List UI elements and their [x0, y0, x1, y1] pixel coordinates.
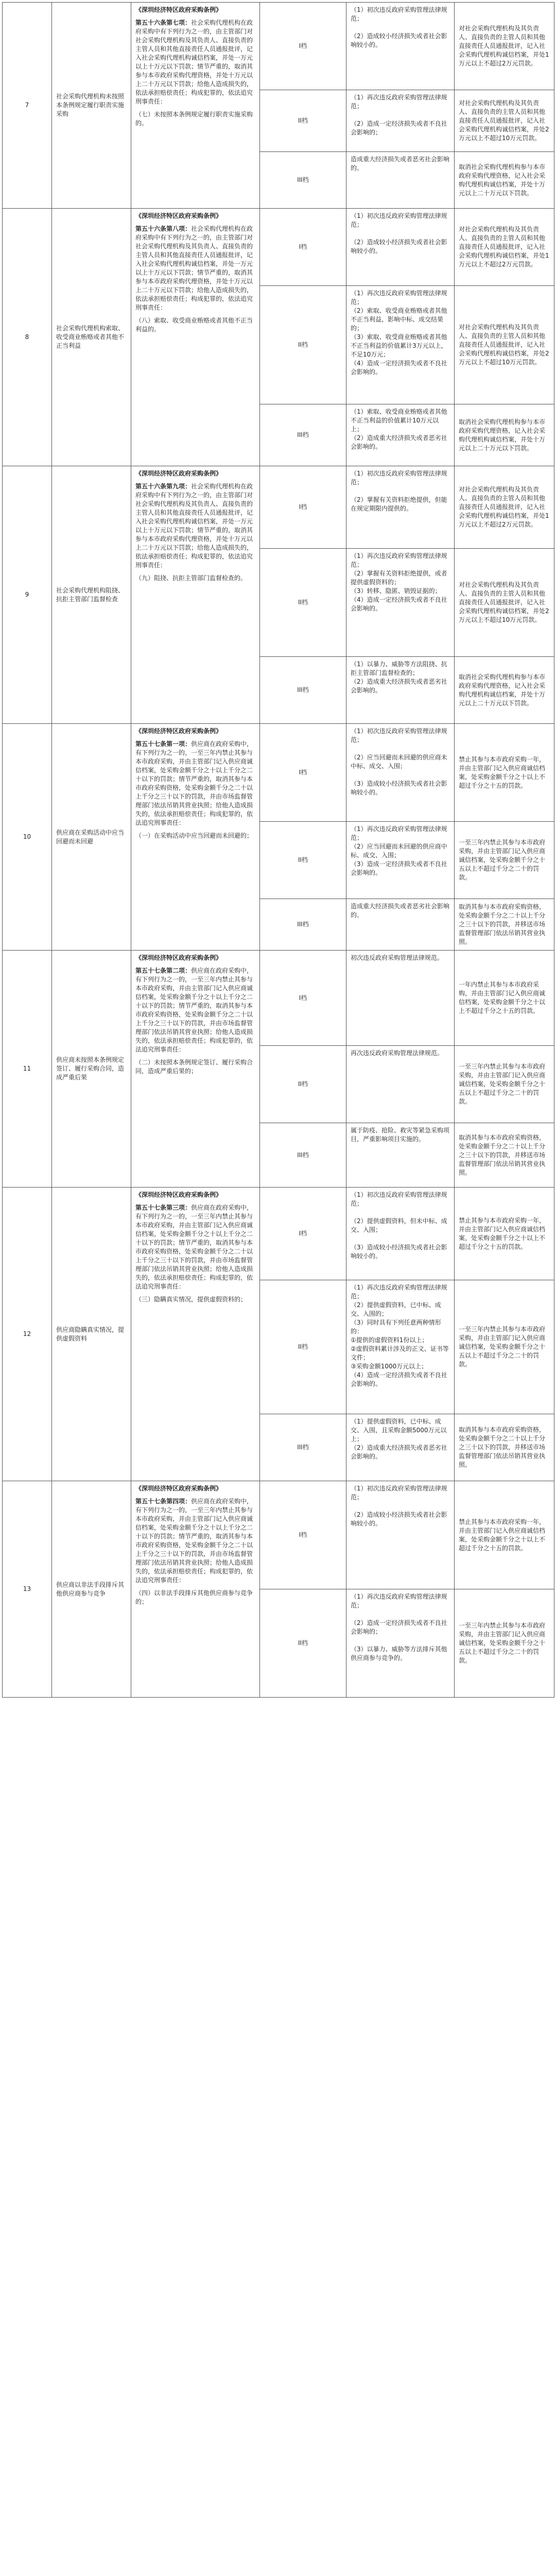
basis-title: 《深圳经济特区政府采购条例》	[135, 1485, 222, 1492]
penalty-level: III档	[260, 152, 346, 209]
basis-body: 供应商在政府采购中，有下列行为之一的，一至三年内禁止其参与本市政府采购，并由主管部门记入供应商诚信档案，处采购金额千分之十以上千分之二十以下的罚款；情节严重的，取消其参与本市政府采购资格，处采购金额千分之二十以上千分之三十以下的罚款，并由市场监督管理部门依法吊销其营业执照；给他人造成损失的，依法承担赔偿责任；构成犯罪的，依法追究刑事责任：	[135, 740, 253, 826]
basis-body: 社会采购代理机构在政府采购中有下列行为之一的，由主管部门对社会采购代理机构及其负责人、直接负责的主管人员和其他直接责任人员通报批评，记入社会采购代理机构诚信档案，并处一万元以上十万元以下罚款；情节严重的，取消其参与本市政府采购代理资格，并处十万元以上二十万元以下罚款；给他人造成损失的，依法承担赔偿责任；构成犯罪的，依法追究刑事责任：	[135, 483, 253, 569]
legal-basis	[131, 724, 260, 951]
violation-behavior: 社会采购代理机构阻挠、抗拒主管部门监督检查	[52, 466, 131, 724]
violation-circumstances	[346, 951, 455, 1046]
penalty-level: III档	[260, 657, 346, 724]
circumstances-text: （1）再次违反政府采购管理法律规范； （2）掌握有关资料拒绝提供，或者提供虚假资料的； （3）转移、隐匿、销毁证据的； （4）造成一定经济损失或者不良社会影响的。	[351, 552, 447, 612]
penalty-level: II档	[260, 822, 346, 899]
violation-behavior: 社会采购代理机构索取、收受商业贿赂或者其他不正当利益	[52, 209, 131, 466]
circumstances-text: （1）再次违反政府采购管理法律规范； （2）应当回避而未回避的供应商中标、成交、入围； （3）造成一定经济损失或者不良社会影响的。	[351, 825, 447, 876]
penalty-level: II档	[260, 1280, 346, 1414]
circumstances-text: （1）初次违反政府采购管理法律规范； （2）造成较小经济损失或者社会影响较小的。	[351, 6, 447, 48]
row-number: 7	[3, 3, 52, 209]
basis-body: 社会采购代理机构在政府采购中有下列行为之一的，由主管部门对社会采购代理机构及其负责人、直接负责的主管人员和其他直接责任人员通报批评，记入社会采购代理机构诚信档案，并处一万元以上十万元以下罚款；情节严重的，取消其参与本市政府采购代理资格，并处十万元以上二十万元以下罚款；给他人造成损失的，依法承担赔偿责任；构成犯罪的，依法追究刑事责任：	[135, 225, 253, 311]
basis-paragraph	[135, 740, 255, 827]
basis-title: 《深圳经济特区政府采购条例》	[135, 727, 222, 735]
violation-circumstances	[346, 1481, 455, 1589]
circumstances-text: （1）初次违反政府采购管理法律规范； （2）造成较小经济损失或者社会影响较小的。	[351, 1485, 447, 1527]
table-row	[3, 951, 554, 1046]
basis-item: （一）在采购活动中应当回避而未回避的；	[135, 832, 253, 839]
violation-circumstances	[346, 1589, 455, 1698]
circumstances-text: 属于防疫、抢险、救灾等紧急采购项目，严重影响项目实施的。	[351, 1127, 450, 1143]
circumstances-text: 造成重大经济损失或者恶劣社会影响的。	[351, 156, 450, 172]
basis-body: 供应商在政府采购中，有下列行为之一的，一至三年内禁止其参与本市政府采购，并由主管部门记入供应商诚信档案，处采购金额千分之十以上千分之二十以下的罚款；情节严重的，取消其参与本市政府采购资格，处采购金额千分之二十以上千分之三十以下的罚款，并由市场监督管理部门依法吊销其营业执照；给他人造成损失的，依法承担赔偿责任；构成犯罪的，依法追究刑事责任：	[135, 1204, 253, 1290]
basis-article: 第五十六条第九项：	[135, 483, 192, 490]
violation-circumstances	[346, 1414, 455, 1481]
penalty-standard: 禁止其参与本市政府采购一年，并由主管部门记入供应商诚信档案，处采购金额千分之十以上不超过千分之十五的罚款。	[455, 1188, 554, 1280]
violation-behavior: 供应商在采购活动中应当回避而未回避	[52, 724, 131, 951]
penalty-level: III档	[260, 404, 346, 466]
penalty-standard: 对社会采购代理机构及其负责人、直接负责的主管人员和其他直接责任人员通报批评，记入社会采购代理机构诚信档案，并处2万元以上不超过10万元罚款。	[455, 549, 554, 657]
penalty-standard: 一至三年内禁止其参与本市政府采购，并由主管部门记入供应商诚信档案，处采购金额千分之十五以上不超过千分之二十的罚款。	[455, 1589, 554, 1698]
violation-behavior: 社会采购代理机构未按照本条例规定履行职责实施采购	[52, 3, 131, 209]
circumstances-text: （1）初次违反政府采购管理法律规范； （2）造成较小经济损失或者社会影响较小的。	[351, 212, 447, 255]
penalty-standard: 对社会采购代理机构及其负责人、直接负责的主管人员和其他直接责任人员通报批评，记入社会采购代理机构诚信档案，并处1万元以上不超过2万元罚款。	[455, 209, 554, 286]
basis-item: （九）阻挠、抗拒主管部门监督检查的。	[135, 574, 247, 582]
circumstances-text: （1）初次违反政府采购管理法律规范； （2）提供虚假资料，但未中标、成交、入围； （3）造成较小经济损失或者社会影响较小的。	[351, 1191, 447, 1260]
penalty-standard: 禁止其参与本市政府采购一年，并由主管部门记入供应商诚信档案，处采购金额千分之十以上不超过千分之十五的罚款。	[455, 724, 554, 822]
violation-behavior: 供应商以非法手段排斥其他供应商参与竞争	[52, 1481, 131, 1698]
legal-basis	[131, 1188, 260, 1481]
violation-behavior: 供应商未按照本条例规定签订、履行采购合同，造成严重后果	[52, 951, 131, 1188]
circumstances-text: （1）再次违反政府采购管理法律规范； （2）索取、收受商业贿赂或者其他不正当利益，影响中标、成交结果的； （3）索取、收受商业贿赂或者其他不正当利益的价值累计3万元以上，不足10万元； （4）造成一定经济损失或者不良社会影响的。	[351, 290, 447, 376]
basis-body: 供应商在政府采购中，有下列行为之一的，一至三年内禁止其参与本市政府采购，并由主管部门记入供应商诚信档案，处采购金额千分之十以上千分之二十以下的罚款；情节严重的，取消其参与本市政府采购资格，处采购金额千分之二十以上千分之三十以下的罚款，并由市场监督管理部门依法吊销其营业执照；给他人造成损失的，依法承担赔偿责任；构成犯罪的，依法追究刑事责任：	[135, 1498, 253, 1584]
violation-circumstances	[346, 3, 455, 90]
legal-basis	[131, 466, 260, 724]
basis-title: 《深圳经济特区政府采购条例》	[135, 954, 222, 961]
legal-basis	[131, 1481, 260, 1698]
legal-basis	[131, 3, 260, 209]
penalty-level: II档	[260, 1589, 346, 1698]
violation-circumstances	[346, 1123, 455, 1188]
basis-article: 第五十七条第二项：	[135, 967, 192, 974]
penalty-standard: 一至三年内禁止其参与本市政府采购，并由主管部门记入供应商诚信档案，处采购金额千分之十五以上不超过千分之二十的罚款。	[455, 1280, 554, 1414]
violation-circumstances	[346, 286, 455, 404]
basis-title: 《深圳经济特区政府采购条例》	[135, 1191, 222, 1198]
basis-paragraph	[135, 225, 255, 312]
circumstances-text: （1）以暴力、威胁等方法阻挠、抗拒主管部门监督检查的； （2）造成重大经济损失或者恶劣社会影响的。	[351, 660, 447, 694]
violation-circumstances	[346, 899, 455, 951]
table-row	[3, 3, 554, 90]
violation-behavior: 供应商隐瞒真实情况，提供虚假资料	[52, 1188, 131, 1481]
penalty-level: III档	[260, 1414, 346, 1481]
penalty-level: II档	[260, 90, 346, 152]
violation-circumstances	[346, 1280, 455, 1414]
penalty-standard: 取消社会采购代理机构参与本市政府采购代理资格，记入社会采购代理机构诚信档案，并处十万元以上二十万元以下罚款。	[455, 657, 554, 724]
penalty-standard: 禁止其参与本市政府采购一年，并由主管部门记入供应商诚信档案，处采购金额千分之十以上不超过千分之十五的罚款。	[455, 1481, 554, 1589]
circumstances-text: 初次违反政府采购管理法律规范。	[351, 954, 444, 961]
basis-paragraph	[135, 967, 255, 1054]
penalty-standard: 取消其参与本市政府采购资格，处采购金额千分之二十以上千分之三十以下的罚款，并移送市场监督管理部门依法吊销其营业执照。	[455, 1414, 554, 1481]
violation-circumstances	[346, 724, 455, 822]
penalty-standard: 对社会采购代理机构及其负责人、直接负责的主管人员和其他直接责任人员通报批评，记入社会采购代理机构诚信档案，并处1万元以上不超过2万元罚款。	[455, 3, 554, 90]
penalty-standard: 取消社会采购代理机构参与本市政府采购代理资格，记入社会采购代理机构诚信档案，并处十万元以上二十万元以下罚款。	[455, 152, 554, 209]
row-number: 13	[3, 1481, 52, 1698]
basis-title: 《深圳经济特区政府采购条例》	[135, 212, 222, 219]
circumstances-text: （1）索取、收受商业贿赂或者其他不正当利益的价值累计10万元以上； （2）造成重大经济损失或者恶劣社会影响的。	[351, 408, 447, 450]
circumstances-text: （1）再次违反政府采购管理法律规范； （2）提供虚假资料，已中标、成交、入围的； （3）同时具有下列任意两种情形的： ①提供的虚假资料1份以上； ②虚假资料累计涉及的正文、证书等文件； ③采购金额1000万元以上； （4）造成一定经济损失或者不良社会影响的。	[351, 1284, 449, 1387]
penalty-standard: 对社会采购代理机构及其负责人、直接负责的主管人员和其他直接责任人员通报批评，记入社会采购代理机构诚信档案，并处1万元以上不超过2万元罚款。	[455, 466, 554, 549]
penalty-level: I档	[260, 951, 346, 1046]
basis-item: （七）未按照本条例规定履行职责实施采购的。	[135, 111, 253, 127]
violation-circumstances	[346, 404, 455, 466]
table-row	[3, 1188, 554, 1280]
violation-circumstances	[346, 657, 455, 724]
violation-circumstances	[346, 152, 455, 209]
basis-item: （三）隐瞒真实情况，提供虚假资料的；	[135, 1296, 247, 1303]
violation-circumstances	[346, 90, 455, 152]
penalty-level: I档	[260, 3, 346, 90]
table-row	[3, 1481, 554, 1589]
circumstances-text: 再次违反政府采购管理法律规范。	[351, 1049, 444, 1057]
violation-circumstances	[346, 1188, 455, 1280]
penalty-standard: 一至三年内禁止其参与本市政府采购，并由主管部门记入供应商诚信档案，处采购金额千分之十五以上不超过千分之二十的罚款。	[455, 1046, 554, 1123]
basis-body: 社会采购代理机构在政府采购中有下列行为之一的，由主管部门对社会采购代理机构及其负责人、直接负责的主管人员和其他直接责任人员通报批评，记入社会采购代理机构诚信档案，并处一万元以上十万元以下罚款；情节严重的，取消其参与本市政府采购代理资格，并处十万元以上二十万元以下罚款；给他人造成损失的，依法承担赔偿责任；构成犯罪的，依法追究刑事责任：	[135, 19, 253, 105]
basis-item: （八）索取、收受商业贿赂或者其他不正当利益的。	[135, 317, 253, 333]
basis-article: 第五十六条第七项：	[135, 19, 192, 26]
basis-paragraph	[135, 482, 255, 570]
penalty-level: II档	[260, 1046, 346, 1123]
basis-title: 《深圳经济特区政府采购条例》	[135, 6, 222, 13]
basis-title: 《深圳经济特区政府采购条例》	[135, 470, 222, 477]
row-number: 10	[3, 724, 52, 951]
basis-article: 第五十七条第一项：	[135, 740, 192, 748]
basis-article: 第五十六条第八项：	[135, 225, 192, 232]
penalty-level: I档	[260, 724, 346, 822]
penalty-standard: 取消社会采购代理机构参与本市政府采购代理资格，记入社会采购代理机构诚信档案，并处十万元以上二十万元以下罚款。	[455, 404, 554, 466]
violation-circumstances	[346, 549, 455, 657]
circumstances-text: （1）初次违反政府采购管理法律规范； （2）应当回避而未回避的供应商未中标、成交、入围； （3）造成较小经济损失或者社会影响较小的。	[351, 727, 447, 796]
penalty-level: I档	[260, 1481, 346, 1589]
table-row	[3, 209, 554, 286]
row-number: 11	[3, 951, 52, 1188]
penalty-level: III档	[260, 899, 346, 951]
basis-paragraph	[135, 1204, 255, 1291]
basis-article: 第五十七条第四项：	[135, 1498, 192, 1505]
basis-item: （二）未按照本条例规定签订、履行采购合同，造成严重后果的；	[135, 1059, 253, 1075]
basis-body: 供应商在政府采购中，有下列行为之一的，一至三年内禁止其参与本市政府采购，并由主管部门记入供应商诚信档案，处采购金额千分之十以上千分之二十以下的罚款；情节严重的，取消其参与本市政府采购资格，处采购金额千分之二十以上千分之三十以下的罚款，并由市场监督管理部门依法吊销其营业执照；给他人造成损失的，依法承担赔偿责任；构成犯罪的，依法追究刑事责任：	[135, 967, 253, 1053]
circumstances-text: （1）初次违反政府采购管理法律规范； （2）掌握有关资料拒绝提供，但能在规定期限内提供的。	[351, 470, 447, 512]
basis-paragraph	[135, 1497, 255, 1585]
penalty-standard: 一至三年内禁止其参与本市政府采购，并由主管部门记入供应商诚信档案，处采购金额千分之十五以上不超过千分之二十的罚款。	[455, 822, 554, 899]
legal-basis	[131, 951, 260, 1188]
circumstances-text: （1）再次违反政府采购管理法律规范； （2）造成一定经济损失或者不良社会影响的； （3）以暴力、威胁等方法排斥其他供应商参与竞争的。	[351, 1593, 447, 1662]
penalty-standard: 对社会采购代理机构及其负责人、直接负责的主管人员和其他直接责任人员通报批评，记入社会采购代理机构诚信档案，并处2万元以上不超过10万元罚款。	[455, 286, 554, 404]
penalty-standard: 取消其参与本市政府采购资格，处采购金额千分之二十以上千分之三十以下的罚款，并移送市场监督管理部门依法吊销其营业执照。	[455, 899, 554, 951]
penalty-level: II档	[260, 286, 346, 404]
penalty-standard: 对社会采购代理机构及其负责人、直接负责的主管人员和其他直接责任人员通报批评，记入社会采购代理机构诚信档案，并处2万元以上不超过10万元罚款。	[455, 90, 554, 152]
legal-basis	[131, 209, 260, 466]
penalty-standards-table	[2, 2, 554, 1698]
basis-item: （四）以非法手段排斥其他供应商参与竞争的；	[135, 1589, 253, 1605]
violation-circumstances	[346, 466, 455, 549]
circumstances-text: （1）再次违反政府采购管理法律规范； （2）造成一定经济损失或者不良社会影响的；	[351, 94, 447, 136]
circumstances-text: 造成重大经济损失或者恶劣社会影响的。	[351, 903, 450, 919]
penalty-level: II档	[260, 549, 346, 657]
penalty-level: I档	[260, 1188, 346, 1280]
table-row	[3, 724, 554, 822]
row-number: 9	[3, 466, 52, 724]
penalty-level: III档	[260, 1123, 346, 1188]
penalty-level: I档	[260, 466, 346, 549]
penalty-standard: 取消其参与本市政府采购资格，处采购金额千分之二十以上千分之三十以下的罚款，并移送市场监督管理部门依法吊销其营业执照。	[455, 1123, 554, 1188]
row-number: 8	[3, 209, 52, 466]
violation-circumstances	[346, 209, 455, 286]
table-row	[3, 466, 554, 549]
penalty-level: I档	[260, 209, 346, 286]
basis-article: 第五十七条第三项：	[135, 1204, 192, 1211]
violation-circumstances	[346, 1046, 455, 1123]
penalty-standard: 一年内禁止其参与本市政府采购，并由主管部门记入供应商诚信档案，处采购金额千分之十以上不超过千分之十五的罚款。	[455, 951, 554, 1046]
basis-paragraph	[135, 19, 255, 106]
violation-circumstances	[346, 822, 455, 899]
row-number: 12	[3, 1188, 52, 1481]
circumstances-text: （1）提供虚假资料，已中标、成交、入围，且采购金额5000万元以上； （2）造成重大经济损失或者恶劣社会影响的。	[351, 1418, 447, 1460]
